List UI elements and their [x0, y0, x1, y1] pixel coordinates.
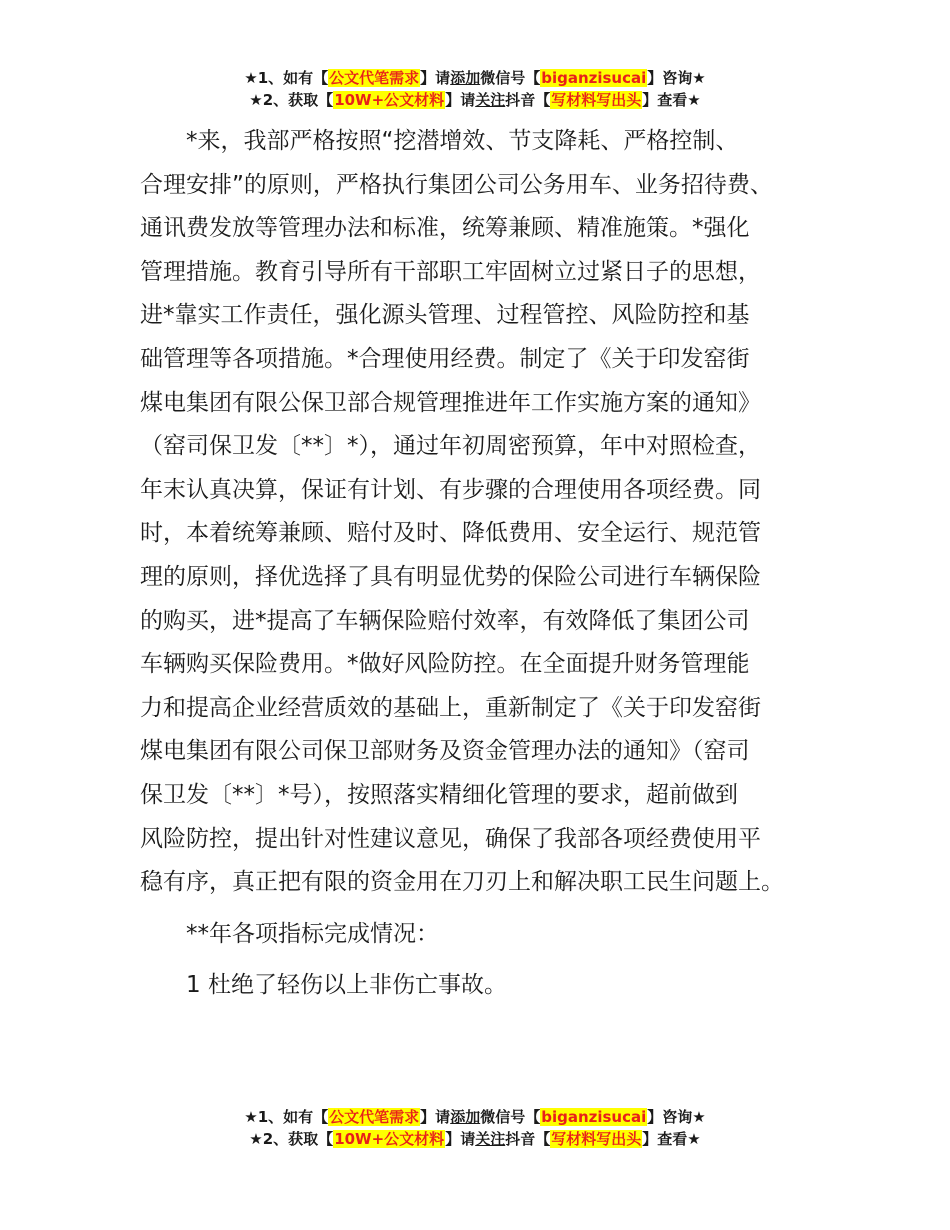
text-line: 通讯费发放等管理办法和标准，统筹兼顾、精准施策。*强化 [140, 215, 750, 242]
underlined-add: 添加 [450, 69, 481, 87]
paragraph-indicator-heading: **年各项指标完成情况： [186, 920, 439, 947]
banner-text: 微信号【 [480, 1108, 541, 1126]
highlight-wechat-id: biganzisucai [541, 1108, 647, 1126]
paragraph-expense-control [140, 120, 840, 905]
banner-text: 】请 [445, 1130, 476, 1148]
banner-text: 】请 [420, 1108, 451, 1126]
banner-text: 抖音【 [505, 1130, 551, 1148]
text-line: 力和提高企业经营质效的基础上，重新制定了《关于印发窑街 [140, 694, 761, 721]
header-banner-line-2 [0, 89, 950, 111]
underlined-add: 添加 [450, 1108, 481, 1126]
paragraph-indicator-1: 1 杜绝了轻伤以上非伤亡事故。 [186, 972, 507, 999]
footer-banner-line-1 [0, 1106, 950, 1128]
header-banner-line-1 [0, 67, 950, 89]
banner-text: ★1、如有【 [244, 1108, 329, 1126]
text-line: 合理安排”的原则，严格执行集团公司公务用车、业务招待费、 [140, 171, 773, 198]
text-line: 煤电集团有限公保卫部合规管理推进年工作实施方案的通知》 [140, 389, 761, 416]
banner-text: 】请 [420, 69, 451, 87]
text-line: 保卫发〔**〕*号），按照落实精细化管理的要求，超前做到 [140, 781, 738, 808]
banner-text: ★1、如有【 [244, 69, 329, 87]
banner-text: 】查看★ [642, 1130, 701, 1148]
underlined-follow: 关注 [475, 1130, 506, 1148]
banner-text: 】咨询★ [647, 69, 706, 87]
banner-text: ★2、获取【 [249, 91, 334, 109]
text-line: 进*靠实工作责任，强化源头管理、过程管控、风险防控和基 [140, 302, 750, 329]
underlined-follow: 关注 [475, 91, 506, 109]
text-line: 理的原则，择优选择了具有明显优势的保险公司进行车辆保险 [140, 563, 761, 590]
highlight-wechat-id: biganzisucai [541, 69, 647, 87]
highlight-materials: 10W+公文材料 [334, 1130, 445, 1148]
text-line: 础管理等各项措施。*合理使用经费。制定了《关于印发窑街 [140, 345, 750, 372]
banner-text: 】请 [445, 91, 476, 109]
highlight-ghostwriting: 公文代笔需求 [329, 69, 420, 87]
text-line: 时，本着统筹兼顾、赔付及时、降低费用、安全运行、规范管 [140, 520, 761, 547]
banner-text: 】咨询★ [647, 1108, 706, 1126]
text-line: *来，我部严格按照“挖潜增效、节支降耗、严格控制、 [186, 128, 739, 154]
text-line: （窑司保卫发〔**〕*），通过年初周密预算，年中对照检查， [140, 433, 761, 460]
text-line: 年末认真决算，保证有计划、有步骤的合理使用各项经费。同 [140, 476, 761, 503]
highlight-douyin-account: 写材料写出头 [551, 91, 642, 109]
text-line: 车辆购买保险费用。*做好风险防控。在全面提升财务管理能 [140, 651, 750, 678]
highlight-ghostwriting: 公文代笔需求 [329, 1108, 420, 1126]
text-line: 风险防控，提出针对性建议意见，确保了我部各项经费使用平 [140, 825, 761, 852]
document-body [140, 120, 840, 1008]
header-banner [0, 67, 950, 111]
text-line: 的购买，进*提高了车辆保险赔付效率，有效降低了集团公司 [140, 607, 750, 634]
highlight-douyin-account: 写材料写出头 [551, 1130, 642, 1148]
banner-text: 抖音【 [505, 91, 551, 109]
text-line: 煤电集团有限公司保卫部财务及资金管理办法的通知》（窑司 [140, 738, 750, 765]
highlight-materials: 10W+公文材料 [334, 91, 445, 109]
banner-text: 微信号【 [480, 69, 541, 87]
footer-banner-line-2 [0, 1128, 950, 1150]
text-line: 管理措施。教育引导所有干部职工牢固树立过紧日子的思想， [140, 258, 761, 285]
banner-text: 】查看★ [642, 91, 701, 109]
text-line: 稳有序，真正把有限的资金用在刀刃上和解决职工民生问题上。 [140, 869, 784, 896]
footer-banner [0, 1106, 950, 1150]
banner-text: ★2、获取【 [249, 1130, 334, 1148]
